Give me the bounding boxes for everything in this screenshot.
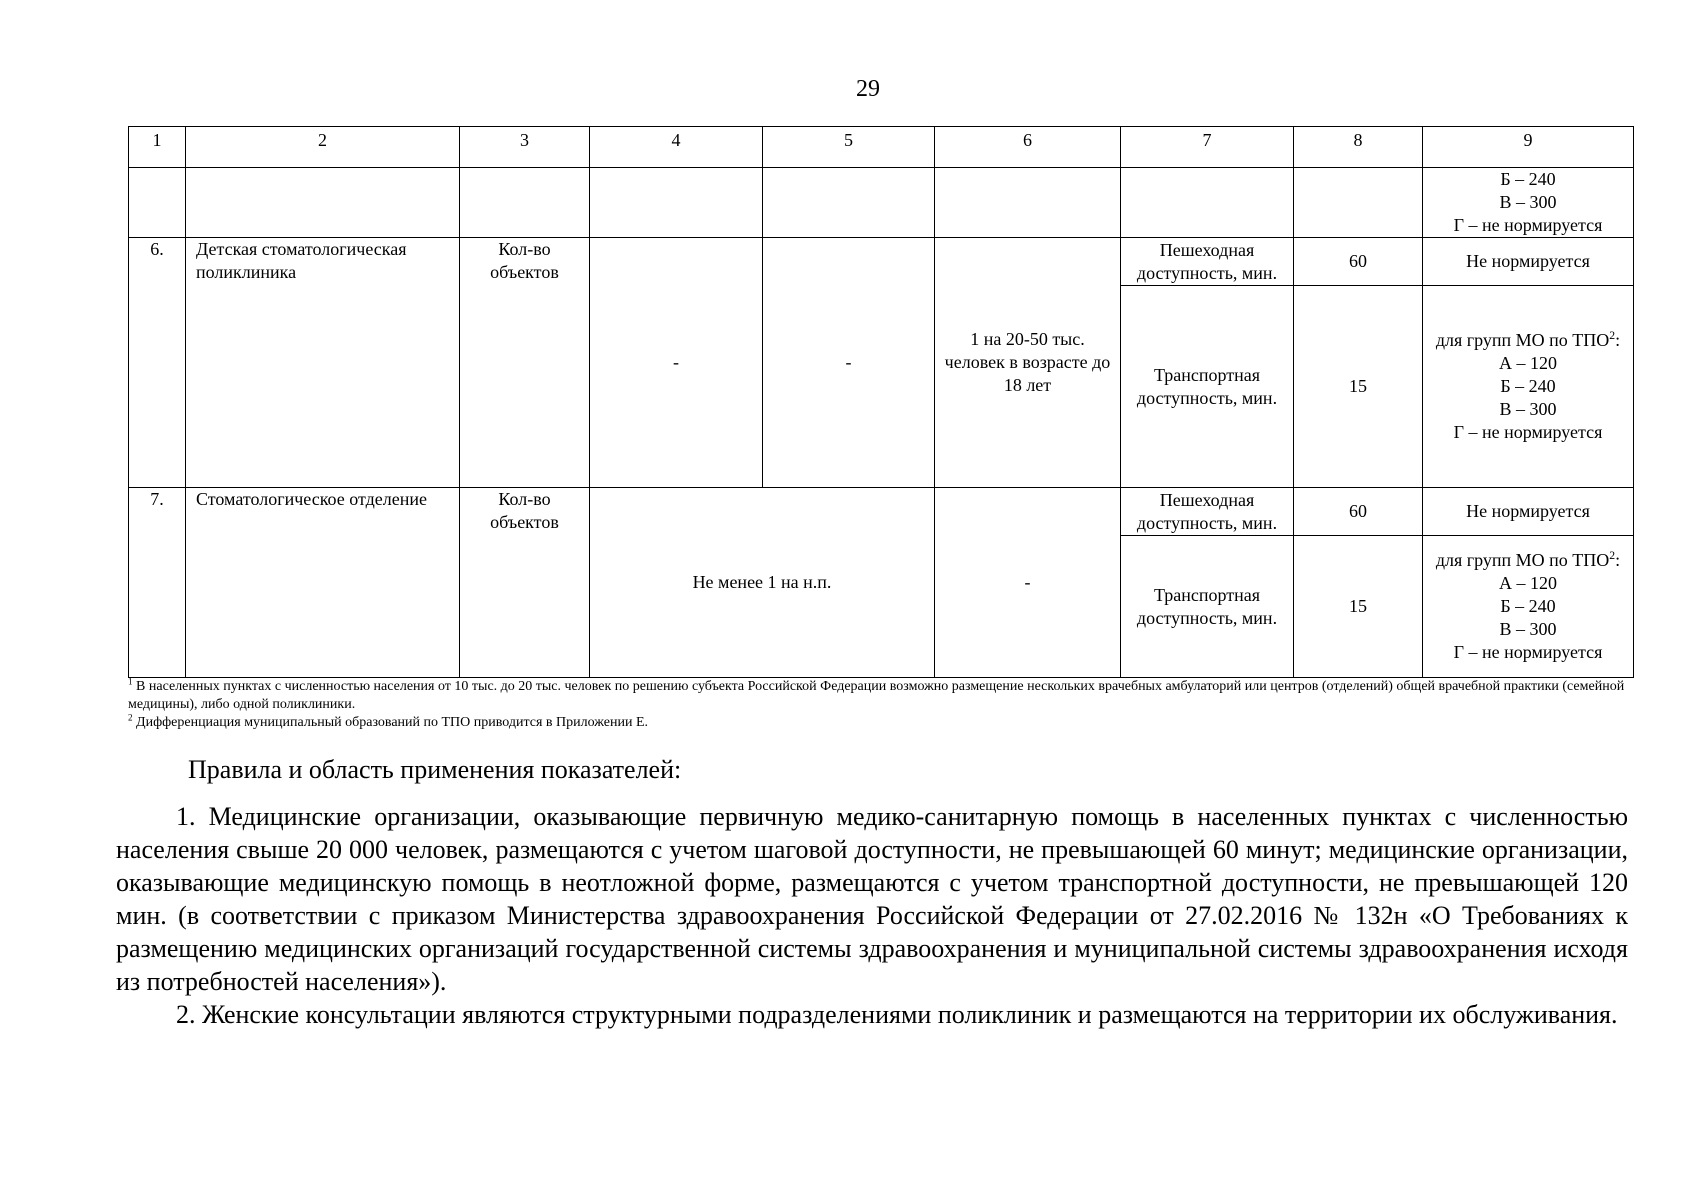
norm-line: Б – 240 <box>1500 169 1556 189</box>
unit-cell: Кол-во объектов <box>460 238 590 488</box>
col4-cell: - <box>590 238 763 488</box>
table-row-continuation <box>129 168 1634 238</box>
rules-body <box>116 800 1628 1031</box>
table-cell <box>460 168 590 238</box>
walk-value-cell: 60 <box>1294 488 1423 536</box>
header-cell: 8 <box>1294 127 1423 168</box>
unit-cell: Кол-во объектов <box>460 488 590 678</box>
transport-label-cell: Транспортная доступность, мин. <box>1121 286 1294 488</box>
row-number: 7. <box>129 488 186 678</box>
header-cell: 4 <box>590 127 763 168</box>
table-cell <box>1121 168 1294 238</box>
transport-value-cell: 15 <box>1294 286 1423 488</box>
header-cell: 7 <box>1121 127 1294 168</box>
facility-name: Детская стоматологическая поликлиника <box>186 238 460 488</box>
walk-norm-cell: Не нормируется <box>1423 488 1634 536</box>
walk-label-cell: Пешеходная доступность, мин. <box>1121 488 1294 536</box>
norm-line: Б – 240 <box>1500 596 1556 616</box>
header-cell: 9 <box>1423 127 1634 168</box>
norms-table <box>128 126 1634 678</box>
footnote-1: $^1$ В населенных пунктах с численностью населения от 10 тыс. до 20 тыс. человек по решению субъекта Российской Федерации возможно размещение нескольких врачебных амбулаторий или центров (отделений) общей врачебной практики (семейной медицины), либо одной поликлиники. <box>128 676 1625 712</box>
norm-line: Г – не нормируется <box>1453 215 1603 235</box>
col45-merged-cell: Не менее 1 на н.п. <box>590 488 935 678</box>
footnotes <box>128 678 1628 732</box>
table-row-6 <box>129 238 1634 286</box>
walk-value-cell: 60 <box>1294 238 1423 286</box>
table-row-7 <box>129 488 1634 536</box>
capacity-norm-cell: 1 на 20-50 тыс. человек в возрасте до 18 лет <box>935 238 1121 488</box>
rule-paragraph-1: 1. Медицинские организации, оказывающие первичную медико-санитарную помощь в населенных пунктах с численностью населения свыше 20 000 человек, размещаются с учетом шаговой доступности, не превышающей 60 минут; медицинские организации, оказывающие медицинскую помощь в неотложной форме, размещаются с учетом транспортной доступности, не превышающей 120 мин. (в соответствии с приказом Министерства здравоохранения Российской Федерации от 27.02.2016 № 132н «О Требованиях к размещению медицинских организаций государственной системы здравоохранения и муниципальной системы здравоохранения исходя из потребностей населения»). <box>116 802 1628 996</box>
transport-norm-cell <box>1423 286 1634 488</box>
transport-label-cell: Транспортная доступность, мин. <box>1121 536 1294 678</box>
footnote-2: $^2$ Дифференциация муниципальный образований по ТПО приводится в Приложении Е. <box>128 712 649 730</box>
transport-value-cell: 15 <box>1294 536 1423 678</box>
table-header-row <box>129 127 1634 168</box>
norm-line: В – 300 <box>1499 192 1557 212</box>
header-cell: 2 <box>186 127 460 168</box>
norm-line: для групп МО по ТПО$^2$: <box>1435 329 1621 350</box>
facility-name: Стоматологическое отделение <box>186 488 460 678</box>
continuation-norm-cell <box>1423 168 1634 238</box>
norm-line: для групп МО по ТПО$^2$: <box>1435 549 1621 570</box>
transport-norm-cell <box>1423 536 1634 678</box>
rules-heading: Правила и область применения показателей: <box>188 755 682 784</box>
walk-norm-cell: Не нормируется <box>1423 238 1634 286</box>
table-cell <box>763 168 935 238</box>
norm-line: А – 120 <box>1499 353 1557 373</box>
norm-line: А – 120 <box>1499 573 1557 593</box>
header-cell: 6 <box>935 127 1121 168</box>
norm-line: Г – не нормируется <box>1453 422 1603 442</box>
norm-line: В – 300 <box>1499 399 1557 419</box>
col5-cell: - <box>763 238 935 488</box>
norm-line: Г – не нормируется <box>1453 642 1603 662</box>
walk-label-cell: Пешеходная доступность, мин. <box>1121 238 1294 286</box>
header-cell: 3 <box>460 127 590 168</box>
header-cell: 1 <box>129 127 186 168</box>
table-cell <box>590 168 763 238</box>
table-cell <box>935 168 1121 238</box>
table-cell <box>1294 168 1423 238</box>
header-cell: 5 <box>763 127 935 168</box>
rule-paragraph-2: 2. Женские консультации являются структурными подразделениями поликлиник и размещаются на территории их обслуживания. <box>176 1000 1618 1029</box>
table-cell <box>186 168 460 238</box>
norm-line: В – 300 <box>1499 619 1557 639</box>
col6-cell: - <box>935 488 1121 678</box>
norm-line: Б – 240 <box>1500 376 1556 396</box>
table-cell <box>129 168 186 238</box>
row-number: 6. <box>129 238 186 488</box>
page-number: 29 <box>856 76 880 102</box>
